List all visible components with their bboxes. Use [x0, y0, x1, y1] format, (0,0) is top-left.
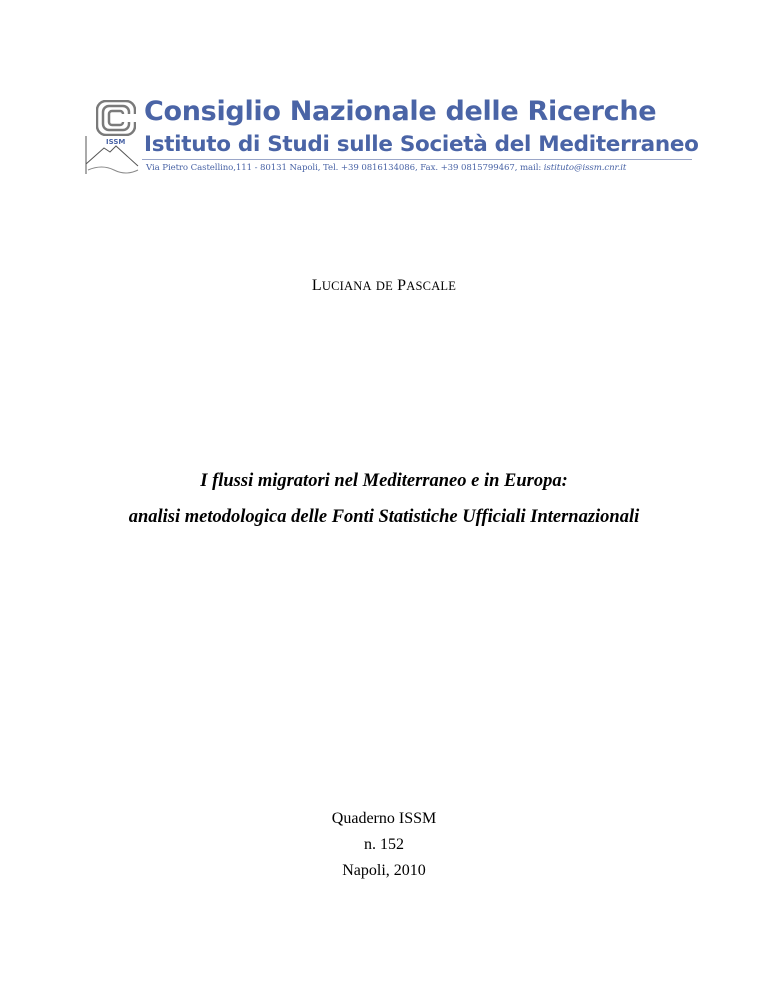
title-line-2: analisi metodologica delle Fonti Statistiche Ufficiali Internazionali [128, 507, 640, 527]
author-last-initial: P [397, 277, 407, 294]
letterhead [80, 96, 699, 178]
letterhead-address [146, 163, 626, 173]
publication-info [0, 806, 768, 884]
author-first-initial: L [311, 277, 322, 294]
volcano-icon [82, 134, 140, 176]
title-line-1: I flussi migratori nel Mediterraneo e in Europa: [200, 471, 568, 491]
letterhead-subtitle: Istituto di Studi sulle Società del Mediterraneo [144, 132, 699, 157]
author-first-rest: UCIANA [321, 279, 372, 293]
cnr-logo-icon [96, 100, 136, 136]
email-link[interactable]: istituto@issm.cnr.it [543, 163, 627, 173]
letterhead-title: Consiglio Nazionale delle Ricerche [144, 96, 657, 127]
letterhead-divider [142, 159, 692, 160]
series-number: n. 152 [364, 836, 404, 853]
author-last-rest: ASCALE [406, 279, 457, 293]
issm-logo [82, 134, 140, 176]
address-text: Via Pietro Castellino,111 - 80131 Napoli, Tel. +39 0816134086, Fax. +39 0815799467, mail: [146, 163, 544, 173]
author-particle: DE [375, 279, 393, 293]
place-year: Napoli, 2010 [342, 862, 426, 879]
svg-text:ISSM: ISSM [106, 138, 126, 146]
series-name: Quaderno ISSM [331, 810, 437, 827]
author-name [0, 277, 768, 295]
document-title [0, 463, 768, 535]
